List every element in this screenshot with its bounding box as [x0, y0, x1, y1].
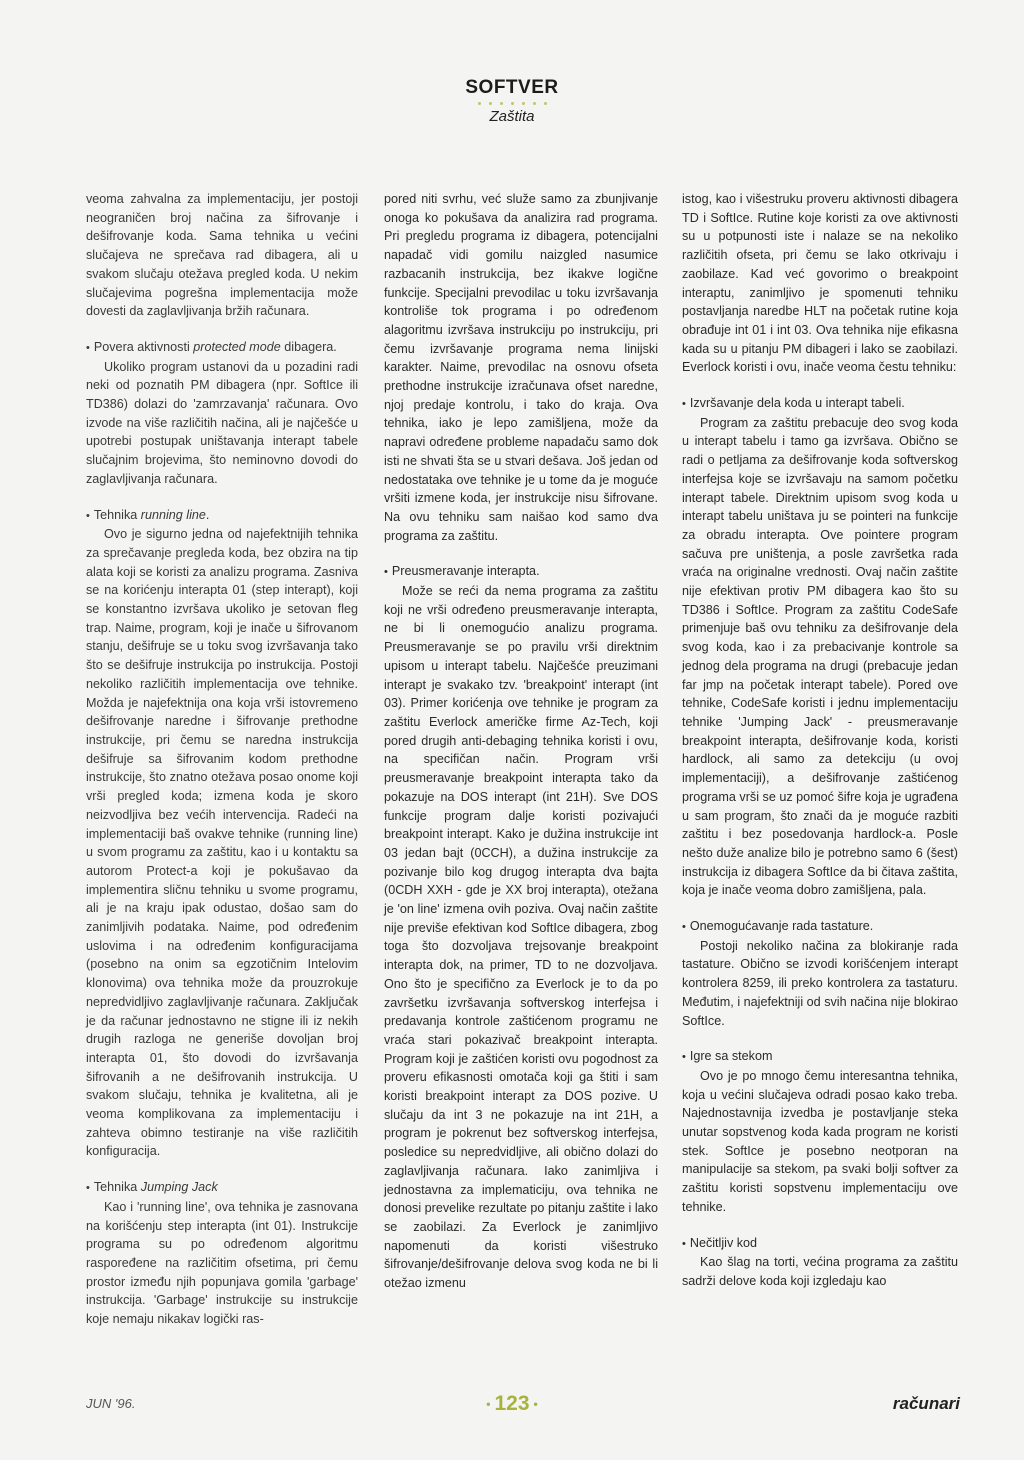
page-number: • 123 • — [486, 1392, 538, 1415]
paragraph: Ovo je po mnogo čemu interesantna tehnika, koja u većini slučajeva odradi posao kako treba. Najednostavnija izvedba je postavljanje steka unutar sopstvenog koda kada program ne koristi stek. SoftIce je posebno neotporan na manipulacije sa stekom, pa svaki bolji softver za zaštitu koristi sopstvenu implementaciju ove tehnike. — [682, 1068, 958, 1214]
bullet-heading: • Izvršavanje dela koda u interapt tabeli. — [682, 396, 905, 411]
subsection-title: Zaštita — [489, 108, 535, 125]
paragraph: Može se reći da nema programa za zaštitu koji ne vrši određeno preusmeravanje interapta, ne bi li onemogućio analizu programa. Preusmeravanje se po pravilu vrši direktnim upisom u interapt tabelu. Najčešće preuzimani interapt je svakako tzv. 'breakpoint' interapt (int 03). Primer korićenja ove tehnike je program za zaštitu Everlock američke firme Az-Tech, koji pored drugih anti-debaging tehnika koristi i ovu, na specifičan način. Program vrši preusmeravanje breakpoint interapta tako da pokazuje na DOS interapt (int 21H). Sve DOS funkcije program dalje koristi pozivajući breakpoint interapt. Kako je dužina instrukcije int 03 jedan bajt (0CCH), a dužina instrukcije za pozivanje bilo kog drugog interapta dva bajta (0CDH XXH - gde je XX broj interapta), otežana je 'on line' izmena ovih poziva. Ovaj način zaštite nije previše efektivan kod SoftIce dibagera, zbog toga što dozvoljava trejsovanje breakpoint interapta dok, na primer, TD to ne dozvoljava. Ono što je specifično za Everlock je to da po završetku izvršavanja softverskog interfejsa i predavanja kontrole zaštićenom programu ne vraća stari pokazivač breakpoint interapta. Program koji je zaštićen koristi ovu pogodnost za proveru efikasnosti omotača koji ga štiti i sam koristi breakpoint interapt za DOS pozive. U slučaju da int 3 ne pokazuje na int 21H, a program je pokrenut bez softverskog interfejsa, posledice su nepredvidljive, ali obično dolazi do zaglavljivanja računara. Iako zanimljiva i jednostavna za implematiciju, ova tehnika ne donosi prevelike rezultate po pitanju zaštite i lako se zaobilazi. Za Everlock je zanimljivo napomenuti da koristi višestruko šifrovanje/dešifrovanje delova svog koda ne bi li otežao izmenu — [384, 584, 658, 1291]
bullet-heading: • Nečitljiv kod — [682, 1235, 758, 1250]
paragraph: Kao i 'running line', ova tehnika je zasnovana na korišćenju step interapta (int 01). Instrukcije programa su po određenom algoritmu raspoređene na različitim ofsetima, pri čemu prostor između njih popunjava gomila 'garbage' instrukcija. 'Garbage' instrukcije su instrukcije koje nemaju nikakav logički ras- — [86, 1199, 358, 1327]
section-title: SOFTVER — [465, 77, 559, 98]
article-column-2 — [384, 190, 658, 1293]
bullet-heading: • Preusmeravanje interapta. — [384, 564, 540, 579]
page-header — [0, 78, 1024, 125]
paragraph: veoma zahvalna za implementaciju, jer postoji neograničen broj načina za šifrovanje i dešifrovanje koda. Sama tehnika u većini slučajeva ne sprečava rad dibagera, ali u svakom slučaju otežava pregled koda. U nekim slučajevima pogrešna implementacija može dovesti da zaglavljivanja bržih računara. — [86, 192, 358, 319]
paragraph: Ovo je sigurno jedna od najefektnijih tehnika za sprečavanje pregleda koda, bez obzira na tip alata koji se koristi za analizu programa. Zasniva se na korićenju interapta 01 (step interapt), koji se konstantno izvršava ukoliko je setovan fleg trap. Naime, program, koji je inače u šifrovanom stanju, dešifruje se u toku svog izvršavanja tako što se dešifruje instrukcija po instrukcija. Postoji nekoliko različitih implementacija ove tehnike. Možda je najefektnija ona koja vrši istovremeno dešifrovanje naredne i šifrovanje prethodne instrukcije, pri čemu se naredna instrukcija dešifruje sa šifrovanim kodom prethodne instrukcije, što znatno otežava posao onome koji vrši pregled koda; izmena koda je skoro neizvodljiva bez većih intervencija. Radeći na implementaciji baš ovakve tehnike (running line) u svom programu za zaštitu, kao i u kontaktu sa autorom Protect-a koji je pokušavao da implementira sličnu tehniku u svome programu, ali je na kraju ipak odustao, došao sam do zanimljivih podataka. Naime, pod određenim uslovima i na određenim konfiguracijama (posebno na onim sa egzotičnim Intelovim klonovima) ova tehnika može da prouzrokuje nepredvidljivo zaglavljivanje računara. Zaključak je da računar jednostavno ne stigne ili iz nekih drugih razloga ne generiše dovoljan broj interapta 01, što dovodi do izvršavanja šifrovanih a ne dešifrovanih instrukcija. U svakom slučaju, tehnika je kvalitetna, ali je veoma komplikovana za implementaciju i zahteva obimno testiranje na više različitih konfiguracija. — [86, 527, 358, 1159]
bullet-heading: • Igre sa stekom — [682, 1049, 773, 1064]
bullet-heading: • Onemogućavanje rada tastature. — [682, 919, 874, 934]
paragraph: Kao šlag na torti, većina programa za zaštitu sadrži delove koda koji izgledaju kao — [682, 1255, 958, 1288]
paragraph: pored niti svrhu, već služe samo za zbunjivanje onoga ko pokušava da analizira rad programa. Pri pregledu programa iz dibagera, potencijalni napadač vidi gomilu naizgled nasumice razbacanih instrukcija, bez ikakve logične funkcije. Specijalni prevodilac u toku izvršavanja kontroliše tok programa i po određenom alagoritmu izvršava instrukciju po instrukciju, pri čemu izvršavanje programa nema linijski karakter. Naime, prevodilac na osnovu ofseta prethodne instrukcije izračunava ofset naredne, njoj predaje kontrolu, i tako do kraja. Ova tehnika, iako je lepo zamišljena, može da napravi određene probleme napadaču samo dok isti ne shvati šta se u stvari dešava. Još jedan od nedostataka ove tehnike je u tome da je moguće vršiti izmene koda, jer instrukcije nisu šifrovane. Na ovu tehniku sam naišao kod samo dva programa za zaštitu. — [384, 192, 658, 543]
decorative-dots — [0, 102, 1024, 105]
paragraph: Postoji nekoliko načina za blokiranje rada tastature. Obično se izvodi korišćenjem interapt kontrolera 8259, ili preko kontrolera za tastaturu. Međutim, i najefektniji od svih načina nije blokirao SoftIce. — [682, 938, 958, 1028]
paragraph: istog, kao i višestruku proveru aktivnosti dibagera TD i SoftIce. Rutine koje koristi za ove aktivnosti su u potpunosti iste i nalaze se na nekoliko različitih ofseta, pri čemu se lako otkrivaju i zaobilaze. Kad već govorimo o breakpoint interaptu, zanimljivo je spomenuti tehniku postavljanja naredbe HLT na početak rutine koja obrađuje int 01 i int 03. Ova tehnika nije efikasna kada su u pitanju PM dibageri i lako se zaobilazi. Everlock koristi i ovu, inače veoma čestu tehniku: — [682, 192, 958, 375]
article-column-3 — [682, 190, 958, 1291]
article-column-1 — [86, 190, 358, 1329]
paragraph: Program za zaštitu prebacuje deo svog koda u interapt tabelu i tamo ga izvršava. Obično se radi o petljama za dešifrovanje koda softverskog interfejsa koje se izvršavaju na samom početku interapt tabele. Direktnim upisom svog koda u interapt tabelu uništava ju se pointeri na funkcije za obradu interapta. Ove pointere program sačuva pre uništenja, a posle završetka rada vraća na originalne vrednosti. Ovaj način zaštite nije efektivan protiv PM dibagera kao što su TD386 i SoftIce. Program za zaštitu CodeSafe primenjuje baš ovu tehniku za dešifrovanje dela svog koda, kao i za prebacivanje kontrole sa jednog dela programa na drugi (prebacuje jedan far jmp na početak interapt tabele). Pored ove tehnike, CodeSafe koristi i jednu implementaciju tehnike 'Jumping Jack' - preusmeravanje breakpoint interapta, dešifrovanje koda, koristi hardlock, ali samo za detekciju (u ovoj implementaciji), a dešifrovanje zaštićenog programa vrši se uz pomoć šifre koja je ugrađena u sam program, što znači da je moguće razbiti zaštitu i bez posedovanja hardlock-a. Posle nešto duže analize bilo je potrebno samo 6 (šest) instrukcija iz dibagera SoftIce da bi čitava zaštita, koja je inače veoma dobro zamišljena, pala. — [682, 415, 958, 898]
bullet-heading: • Povera aktivnosti protected mode dibagera. — [86, 339, 337, 354]
issue-date: JUN '96. — [86, 1396, 136, 1411]
bullet-heading: • Tehnika Jumping Jack — [86, 1180, 218, 1195]
bullet-heading: • Tehnika running line. — [86, 507, 210, 522]
magazine-logo: računari — [892, 1394, 960, 1413]
page-footer — [0, 1392, 1024, 1422]
paragraph: Ukoliko program ustanovi da u pozadini radi neki od poznatih PM dibagera (npr. SoftIce ili TD386) dolazi do 'zamrzavanja' računara. Ovo izvode na više različitih načina, ali je najčešće u upotrebi postupak uništavanja interapt tabele slučajnim brojevima, što neminovno dovodi do zaglavljivanja računara. — [86, 359, 358, 486]
